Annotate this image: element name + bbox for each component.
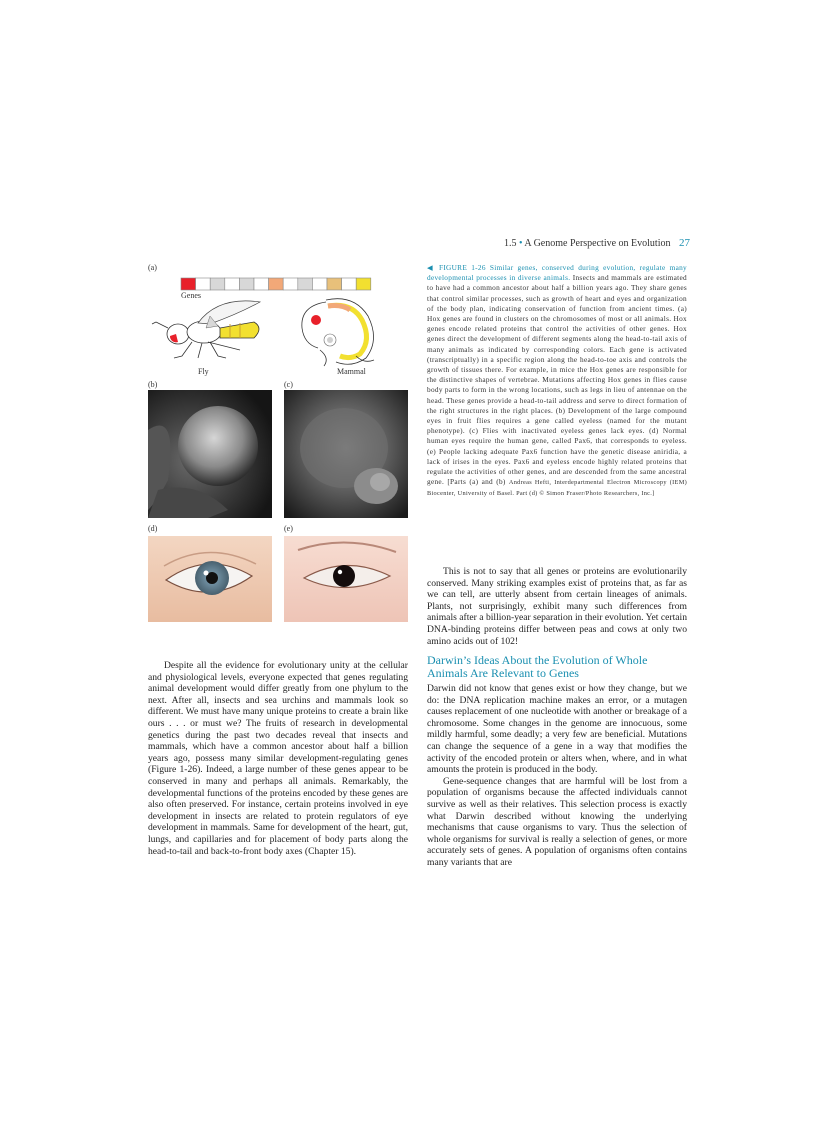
section-heading: Darwin’s Ideas About the Evolution of Whole Animals Are Relevant to Genes xyxy=(427,653,648,680)
right-column-body xyxy=(427,683,687,869)
gene-block xyxy=(312,278,327,290)
hox-gene-cluster xyxy=(180,277,376,291)
left-column-body xyxy=(148,660,408,857)
gene-block xyxy=(342,278,357,290)
genes-label: Genes xyxy=(181,291,201,300)
gene-block xyxy=(298,278,313,290)
gene-block xyxy=(327,278,342,290)
panel-a-label: (a) xyxy=(148,263,157,272)
fly-illustration xyxy=(148,298,268,362)
gene-block xyxy=(283,278,298,290)
paragraph: Darwin did not know that genes exist or how they change, but we do: the DNA replication machine makes an error, or a mutagen causes replacement of one nucleotide with another or breakage of a chromosome. Some changes in the genome are innocuous, some mildly harmful, some deadly; a very few are beneficial. Mutations can change the sequence of a gene in a way that modifies the activity of the encoded protein or alters when, where, and in what amounts the protein is produced in the body. xyxy=(427,683,687,776)
gene-block xyxy=(181,278,196,290)
gene-block xyxy=(356,278,371,290)
section-number: 1.5 xyxy=(503,238,517,249)
page-number: 27 xyxy=(679,237,690,249)
gene-block xyxy=(239,278,254,290)
panel-c-label: (c) xyxy=(284,380,293,389)
paragraph: Gene-sequence changes that are harmful will be lost from a population of organisms because the affected individuals cannot survive as well as their relatives. This selection process is exactly what Darwin described without knowing the underlying mechanisms that cause organisms to vary. Thus the selection of whole organisms for survival is really a selection of genes, or more accurately sets of genes. A population of organisms often contains many variants that are xyxy=(427,775,687,868)
panel-b-label: (b) xyxy=(148,380,158,389)
fly-compound-eye-photo xyxy=(148,390,272,518)
running-header xyxy=(480,237,690,249)
figure-caption-lead: ◀ FIGURE 1-26 Similar genes, conserved during evolution, regulate many developmental processes in diverse animals. xyxy=(427,263,687,283)
bullet-icon: • xyxy=(518,238,523,249)
right-column-intro xyxy=(427,566,687,647)
mammal-embryo-illustration xyxy=(296,296,384,368)
gene-block xyxy=(210,278,225,290)
gene-block xyxy=(196,278,211,290)
eyeless-fly-photo xyxy=(284,390,408,518)
figure-caption-body: Insects and mammals are estimated to have had a common ancestor about half a billion years ago. They share genes that control similar processes, such as growth of heart and eyes and organization of the body plan, indicating conservation of function from ancient times. (a) Hox genes are found in clusters on the chromosomes of most or all animals. Hox genes encode related proteins that control the activities of other genes. Hox genes direct the development of different segments along the head-to-tail axis of many animals as indicated by corresponding colors. Each gene is activated (transcriptually) in a specific region along the head-to-toe axis and controls the growth of tissues there. For example, in mice the Hox genes are responsible for the distinctive shapes of vertebrae. Mutations affecting Hox genes in flies cause body parts to form in the wrong locations, such as legs in lieu of antennae on the head. These genes provide a head-to-tail address and serve to direct formation of the right structures in the right places. (b) Development of the large compound eyes in fruit flies requires a gene called eyeless (named for the mutant phenotype). (c) Flies with inactivated eyeless genes lack eyes. (d) Normal human eyes require the human gene, called Pax6, that corresponds to eyeless. (e) People lacking adequate Pax6 function have the genetic disease aniridia, a lack of irises in the eyes. Pax6 and eyeless encode highly related proteins that regulate the activities of other genes, and are descended from the same ancestral gene. [Parts (a) and (b) xyxy=(427,273,687,487)
gene-block xyxy=(254,278,269,290)
gene-block xyxy=(225,278,240,290)
section-title: A Genome Perspective on Evolution xyxy=(524,238,671,249)
mammal-label: Mammal xyxy=(337,367,366,376)
aniridia-eye-photo xyxy=(284,536,408,622)
fly-label: Fly xyxy=(198,367,209,376)
panel-d-label: (d) xyxy=(148,524,158,533)
figure-caption xyxy=(427,263,687,500)
figure-credit: Andreas Hefti, Interdepartmental Electron Microscopy (IEM) Biocenter, University of Basel. Part (d) © Simon Fraser/Photo Researchers, Inc.] xyxy=(427,479,687,498)
paragraph: This is not to say that all genes or proteins are evolutionarily conserved. Many striking examples exist of proteins that, as far as we can tell, are utterly absent from certain lineages of animals. Plants, not surprisingly, exhibit many such differences from animals after a billion-year separation in their evolution. Yet certain DNA-binding proteins differ between peas and cows at only two amino acids out of 102! xyxy=(427,566,687,647)
panel-e-label: (e) xyxy=(284,524,293,533)
normal-human-eye-photo xyxy=(148,536,272,622)
gene-block xyxy=(269,278,284,290)
paragraph: Despite all the evidence for evolutionary unity at the cellular and physiological levels, everyone expected that genes regulating animal development would differ greatly from one phylum to the next. After all, insects and sea urchins and mammals look so different. We must have many unique proteins to create a brain like ours . . . or must we? The fruits of research in developmental genetics during the past two decades reveal that insects and mammals, which have a common ancestor about half a billion years ago, possess many similar development-regulating genes (Figure 1-26). Indeed, a large number of these genes appear to be conserved in many and perhaps all animals. Remarkably, the developmental functions of the proteins encoded by these genes are also often preserved. For instance, certain proteins involved in eye development in insects are related to protein regulators of eye development in mammals. Same for development of the heart, gut, lungs, and capillaries and for placement of body parts along the head-to-tail and back-to-front body axes (Chapter 15). xyxy=(148,660,408,857)
